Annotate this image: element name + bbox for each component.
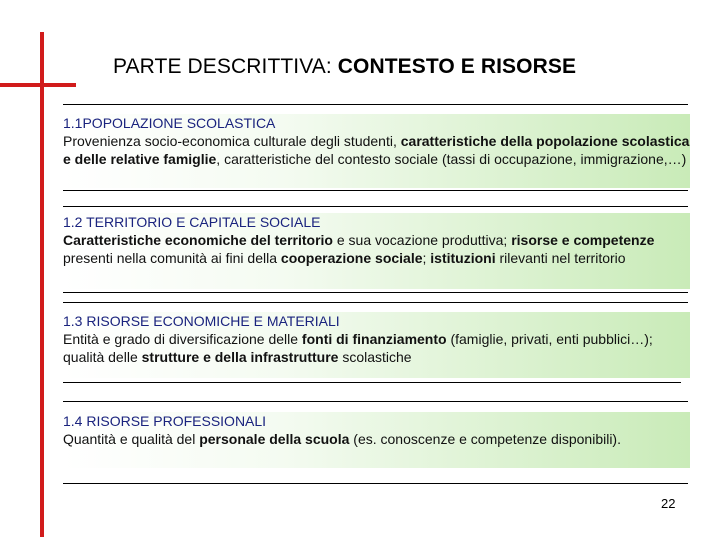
section-box [63,114,690,188]
bold-text-run: istituzioni [430,250,496,266]
section-box [63,412,690,468]
section-heading: 1.2 TERRITORIO E CAPITALE SOCIALE [63,214,321,230]
bold-text-run: fonti di finanziamento [301,331,447,347]
section-body [63,430,690,448]
section-box [63,213,690,289]
text-run: Provenienza socio-economica culturale degli studenti, [63,133,401,149]
divider-rule [63,206,688,207]
section-heading: 1.3 RISORSE ECONOMICHE E MATERIALI [63,313,340,329]
text-run: (es. conoscenze e competenze disponibili). [349,431,621,447]
text-run: e sua vocazione produttiva; [332,232,512,248]
bold-text-run: Caratteristiche economiche del territorio [63,232,333,248]
bold-text-run: caratteristiche della popolazione scolastica e delle relative famiglie [63,133,690,167]
divider-rule [63,292,688,293]
text-run: Entità e grado di diversificazione delle [63,331,302,347]
divider-rule [63,104,688,105]
section-heading: 1.4 RISORSE PROFESSIONALI [63,413,267,429]
section-body [63,231,690,267]
bold-text-run: risorse e competenze [511,232,655,248]
text-run: presenti nella comunità ai fini della [63,250,281,266]
text-run: Quantità e qualità del [63,431,200,447]
text-run: rilevanti nel territorio [495,250,626,266]
bold-text-run: personale della scuola [199,431,350,447]
bold-text-run: strutture e della infrastrutture [141,349,339,365]
section-body [63,132,690,168]
text-run: (famiglie, privati, enti pubblici…); qualità delle [63,331,653,365]
section-body [63,330,690,366]
page-number: 22 [661,496,676,511]
divider-rule [63,483,688,484]
title-plain: PARTE DESCRITTIVA: [113,55,338,78]
slide-title [113,55,576,79]
divider-rule [63,302,688,303]
title-bold: CONTESTO E RISORSE [337,55,577,78]
red-horizontal-accent-line [0,83,76,87]
bold-text-run: cooperazione sociale [280,250,423,266]
section-heading: 1.1POPOLAZIONE SCOLASTICA [63,115,276,131]
red-vertical-accent-line [40,32,44,537]
section-box [63,312,690,378]
divider-rule [63,190,688,191]
divider-rule [63,401,688,402]
text-run: , caratteristiche del contesto sociale (tassi di occupazione, immigrazione,…) [216,151,687,167]
text-run: ; [422,250,431,266]
text-run: scolastiche [338,349,412,365]
divider-rule [63,382,681,383]
